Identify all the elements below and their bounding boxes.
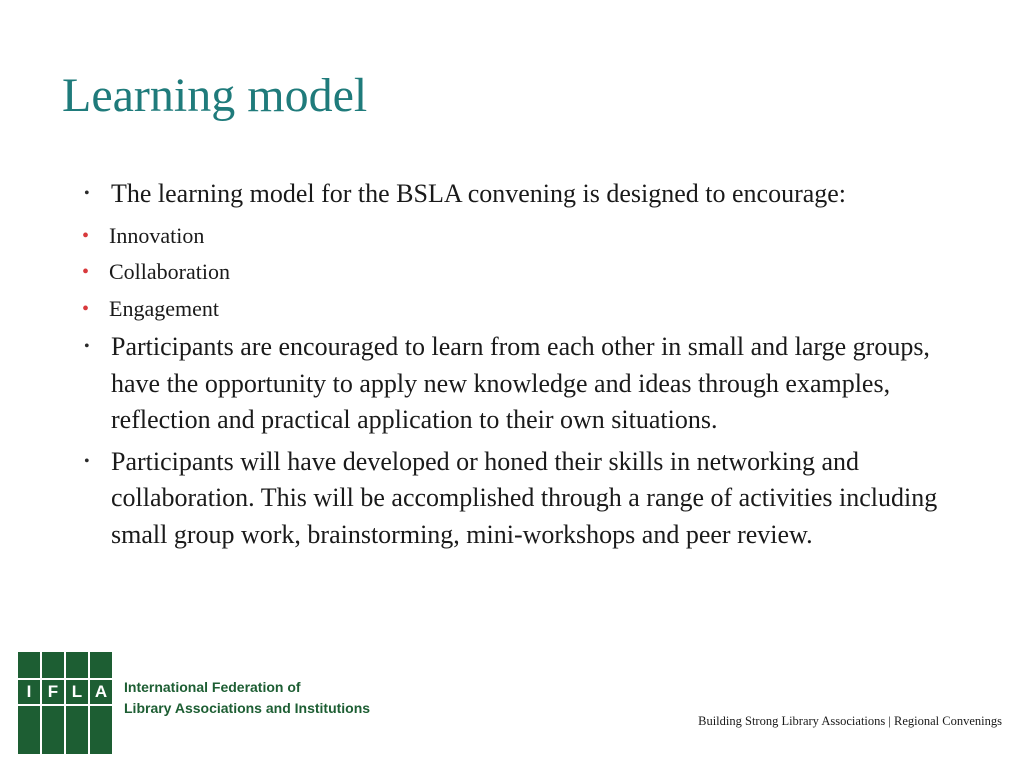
bullet-item	[80, 176, 980, 213]
bullet-text: The learning model for the BSLA convening is designed to encourage:	[111, 179, 847, 208]
bullet-text: Participants will have developed or honed their skills in networking and collaboration. This will be accomplished through a range of activities including small group work, brainstorming, mini-workshops and peer review.	[111, 446, 938, 549]
sub-bullet-dot-icon: •	[82, 224, 90, 247]
logo-letter: L	[71, 682, 83, 701]
bullet-dot-icon: •	[84, 185, 90, 202]
sub-bullet-dot-icon: •	[82, 261, 90, 283]
bullet-item	[80, 444, 980, 554]
bullet-text: Participants are encouraged to learn from each other in small and large groups, have the opportunity to apply new knowledge and ideas through examples, reflection and practical application to their own situations.	[111, 332, 930, 434]
sub-bullet-item	[80, 218, 980, 255]
sub-bullet-text: Collaboration	[109, 259, 230, 284]
sub-bullet-dot-icon: •	[82, 297, 90, 320]
bullet-dot-icon: •	[84, 452, 90, 470]
sub-bullet-item	[80, 254, 980, 291]
logo-letter: I	[26, 682, 32, 701]
sub-bullet-text: Engagement	[109, 295, 219, 321]
sub-bullet-list	[80, 218, 980, 328]
logo-letter: F	[47, 682, 59, 701]
logo-letter: A	[94, 682, 108, 701]
sub-bullet-item	[80, 291, 980, 328]
slide-content	[80, 176, 980, 558]
organization-name	[124, 677, 370, 719]
bullet-dot-icon: •	[84, 338, 90, 355]
slide-title: Learning model	[62, 69, 368, 122]
organization-name-line: Library Associations and Institutions	[124, 700, 371, 716]
bullet-item	[80, 329, 980, 439]
slide-footer: Building Strong Library Associations | Regional Convenings	[698, 714, 1002, 728]
logo-grid-line	[18, 704, 112, 706]
sub-bullet-text: Innovation	[109, 222, 205, 248]
organization-name-line: International Federation of	[124, 679, 301, 695]
ifla-logo	[18, 652, 112, 754]
